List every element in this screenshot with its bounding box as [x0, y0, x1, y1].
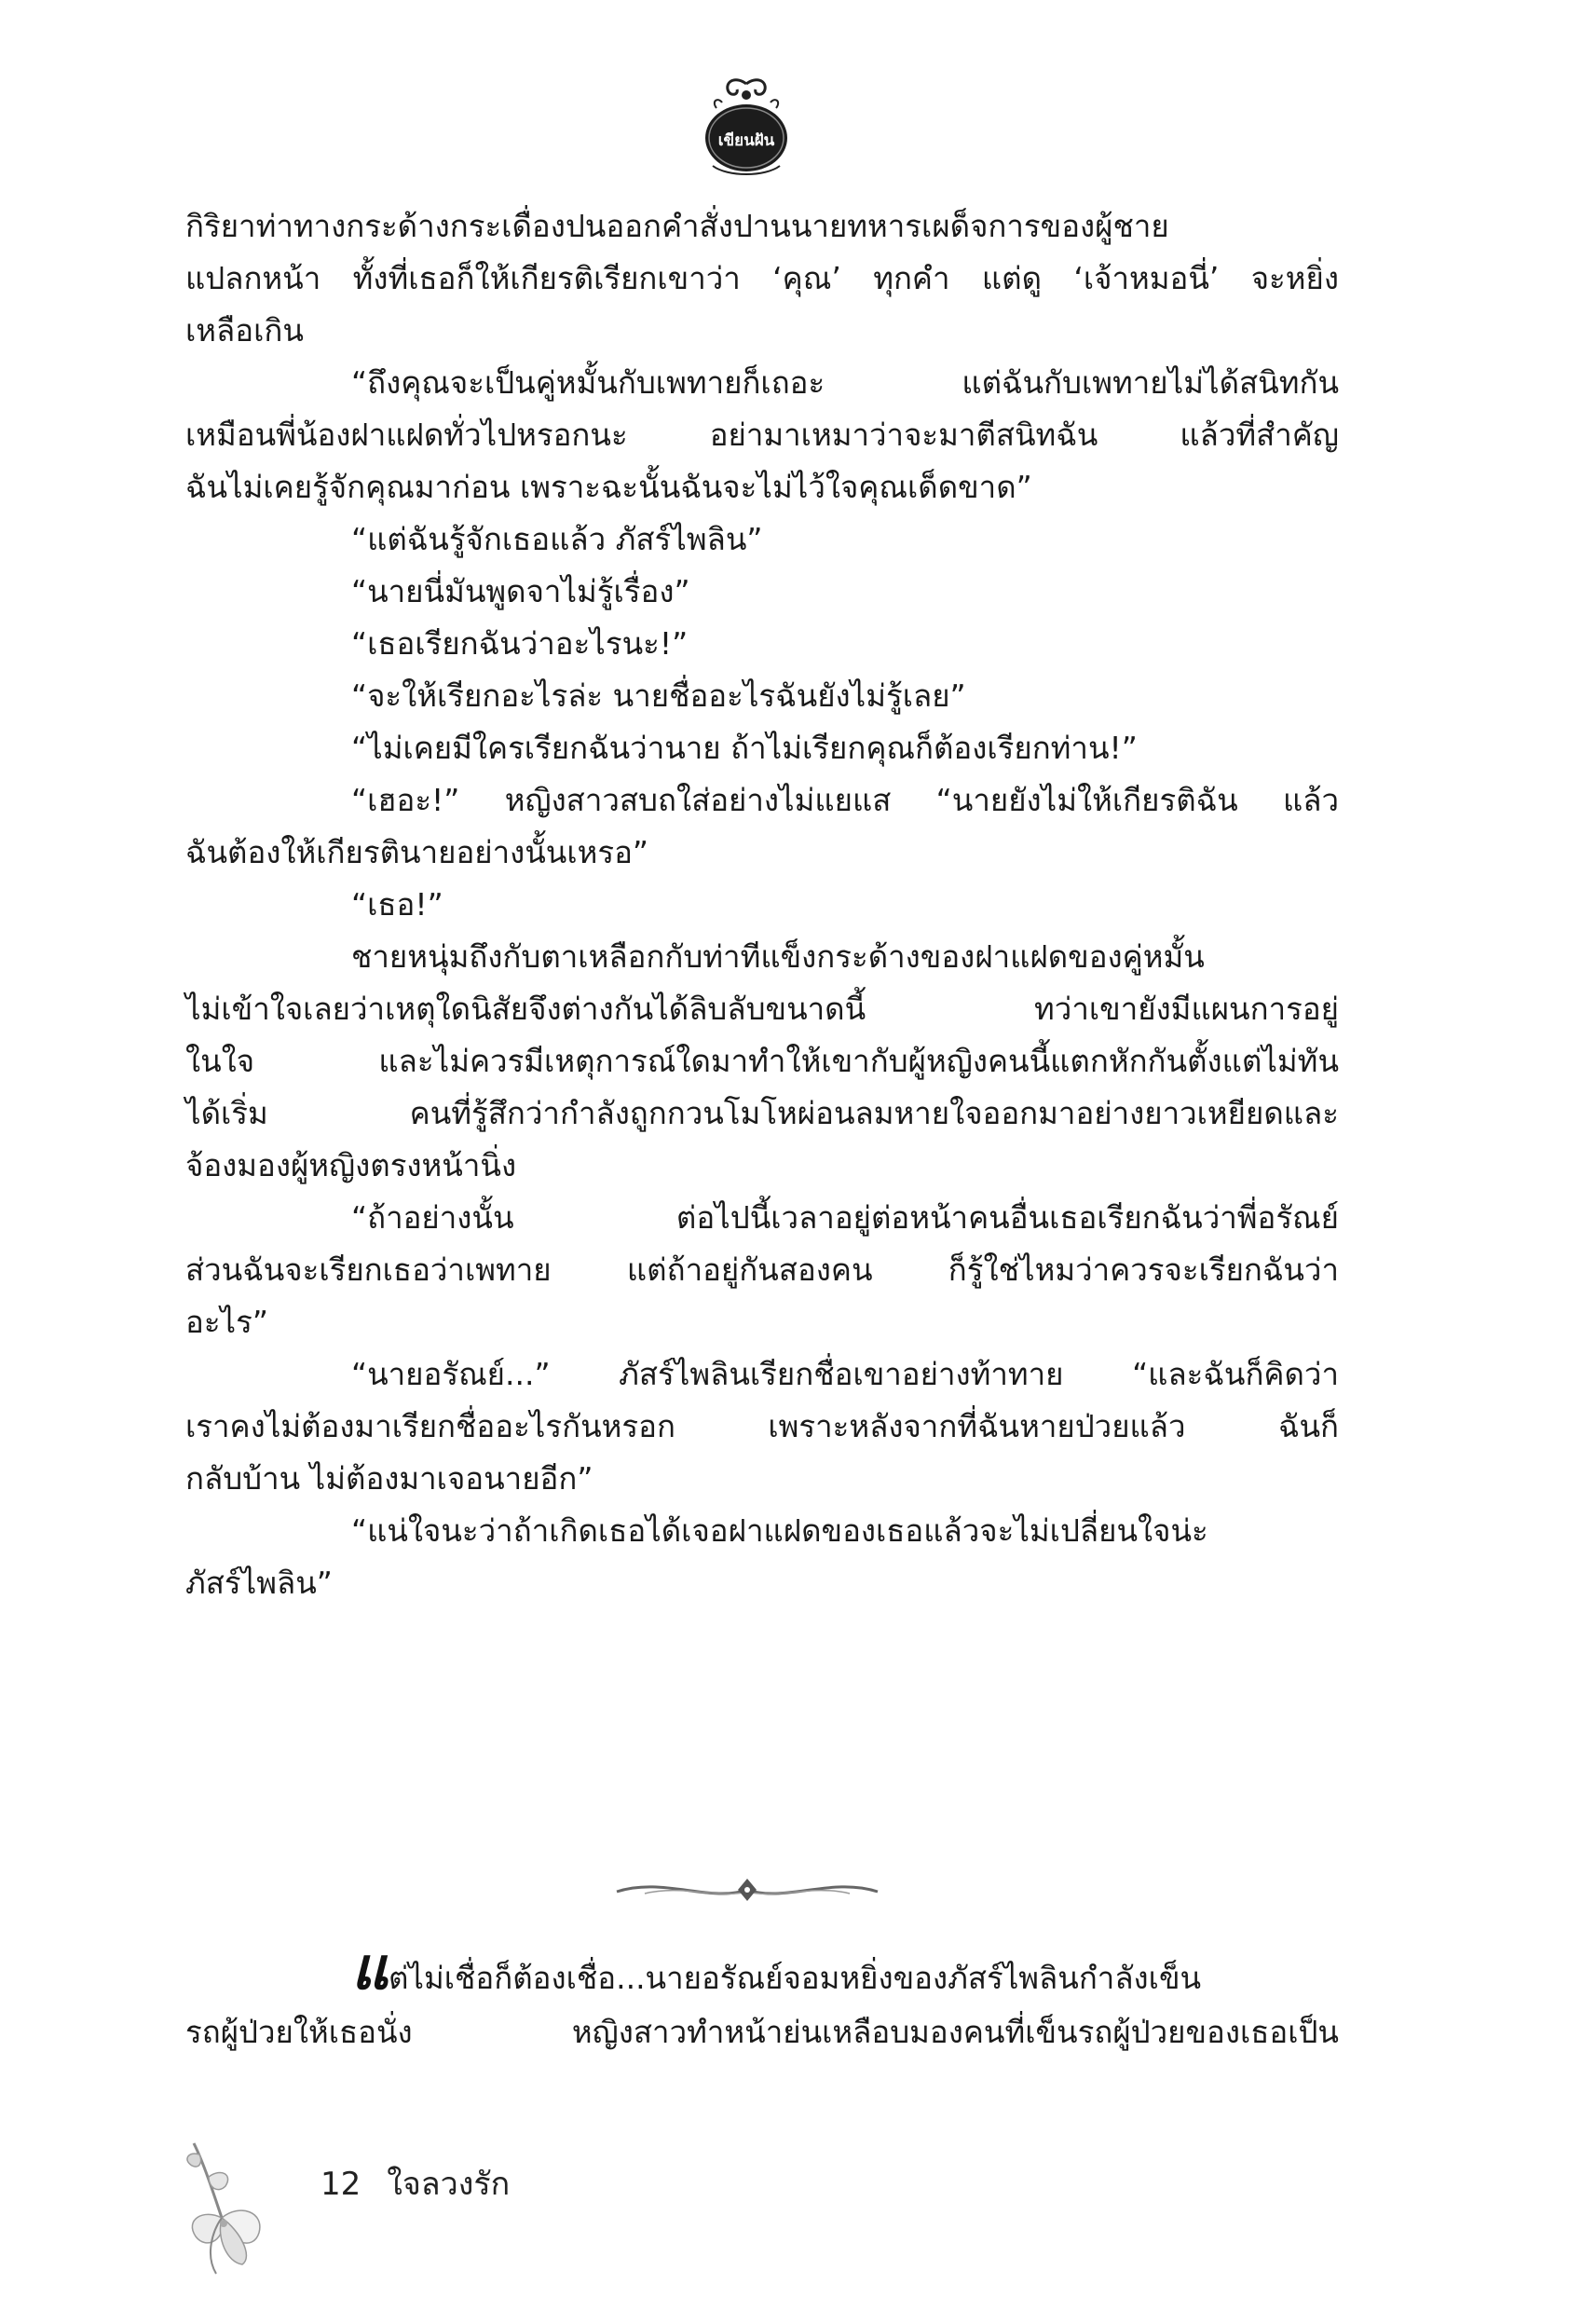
section-first-line — [185, 1935, 1339, 2003]
text-line: กลับบ้าน ไม่ต้องมาเจอนายอีก” — [185, 1460, 593, 1497]
text-line: “เธอ!” — [351, 886, 443, 923]
text-line: ได้เริ่ม คนที่รู้สึกว่ากำลังถูกกวนโมโหผ่อนลมหายใจออกมาอย่างยาวเหยียดและ — [185, 1095, 1339, 1131]
text-line: ส่วนฉันจะเรียกเธอว่าเพทาย แต่ถ้าอยู่กันสองคน ก็รู้ใช่ไหมว่าควรจะเรียกฉันว่า — [185, 1251, 1339, 1288]
text-line: แปลกหน้า ทั้งที่เธอก็ให้เกียรติเรียกเขาว่า ‘คุณ’ ทุกคำ แต่ดู ‘เจ้าหมอนี่’ จะหยิ่ง — [185, 260, 1339, 296]
text-line: ไม่เข้าใจเลยว่าเหตุใดนิสัยจึงต่างกันได้ลิบลับขนาดนี้ ทว่าเขายังมีแผนการอยู่ — [185, 991, 1339, 1027]
text-line: “เธอเรียกฉันว่าอะไรนะ!” — [351, 625, 689, 662]
text-line: ฉันต้องให้เกียรตินายอย่างนั้นเหรอ” — [185, 834, 649, 870]
text-line: อะไร” — [185, 1304, 268, 1340]
text-line: “นายอรัณย์...” ภัสร์ไพลินเรียกชื่อเขาอย่างท้าทาย “และฉันก็คิดว่า — [351, 1356, 1339, 1392]
page-footer — [321, 2158, 536, 2208]
first-line-text: ต่ไม่เชื่อก็ต้องเชื่อ...นายอรัณย์จอมหยิ่งของภัสร์ไพลินกำลังเข็น — [388, 1960, 1202, 1996]
section-divider-ornament — [607, 1871, 887, 1908]
text-line: กิริยาท่าทางกระด้างกระเดื่องปนออกคำสั่งปานนายทหารเผด็จการของผู้ชาย — [185, 208, 1169, 244]
book-title: ใจลวงรัก — [387, 2166, 511, 2203]
logo-text: เขียนฝัน — [717, 131, 775, 150]
magnolia-flower-icon — [175, 2134, 280, 2283]
text-line: “ถ้าอย่างนั้น ต่อไปนี้เวลาอยู่ต่อหน้าคนอื่นเธอเรียกฉันว่าพี่อรัณย์ — [351, 1199, 1339, 1236]
section-opening — [185, 1935, 1339, 2061]
publisher-logo — [690, 76, 802, 181]
text-line: รถผู้ป่วยให้เธอนั่ง หญิงสาวทำหน้าย่นเหลือบมองคนที่เข็นรถผู้ป่วยของเธอเป็น — [185, 2014, 1339, 2050]
body-text — [185, 200, 1339, 1609]
page-number: 12 — [321, 2166, 361, 2203]
text-line: เหลือเกิน — [185, 312, 304, 349]
text-line: “นายนี่มันพูดจาไม่รู้เรื่อง” — [351, 573, 690, 609]
text-line: “แน่ใจนะว่าถ้าเกิดเธอได้เจอฝาแฝดของเธอแล้วจะไม่เปลี่ยนใจน่ะ — [351, 1512, 1208, 1549]
drop-cap: แ — [351, 1935, 389, 2003]
text-line: ในใจ และไม่ควรมีเหตุการณ์ใดมาทำให้เขากับผู้หญิงคนนี้แตกหักกันตั้งแต่ไม่ทัน — [185, 1043, 1339, 1079]
text-line: “เฮอะ!” หญิงสาวสบถใส่อย่างไม่แยแส “นายยังไม่ให้เกียรติฉัน แล้ว — [351, 782, 1339, 818]
text-line: ภัสร์ไพลิน” — [185, 1565, 333, 1601]
text-line: “ถึงคุณจะเป็นคู่หมั้นกับเพทายก็เถอะ แต่ฉันกับเพทายไม่ได้สนิทกัน — [351, 364, 1339, 401]
text-line: ชายหนุ่มถึงกับตาเหลือกกับท่าทีแข็งกระด้างของฝาแฝดของคู่หมั้น — [351, 938, 1205, 975]
text-line: เราคงไม่ต้องมาเรียกชื่ออะไรกันหรอก เพราะหลังจากที่ฉันหายป่วยแล้ว ฉันก็ — [185, 1408, 1339, 1444]
text-line: จ้องมองผู้หญิงตรงหน้านิ่ง — [185, 1147, 517, 1183]
text-line: “แต่ฉันรู้จักเธอแล้ว ภัสร์ไพลิน” — [351, 521, 763, 557]
text-line: เหมือนพี่น้องฝาแฝดทั่วไปหรอกนะ อย่ามาเหมาว่าจะมาตีสนิทฉัน แล้วที่สำคัญ — [185, 417, 1339, 453]
text-line: “จะให้เรียกอะไรล่ะ นายชื่ออะไรฉันยังไม่รู้เลย” — [351, 677, 966, 714]
text-line: “ไม่เคยมีใครเรียกฉันว่านาย ถ้าไม่เรียกคุณก็ต้องเรียกท่าน!” — [351, 730, 1138, 766]
text-line: ฉันไม่เคยรู้จักคุณมาก่อน เพราะฉะนั้นฉันจะไม่ไว้ใจคุณเด็ดขาด” — [185, 469, 1032, 505]
